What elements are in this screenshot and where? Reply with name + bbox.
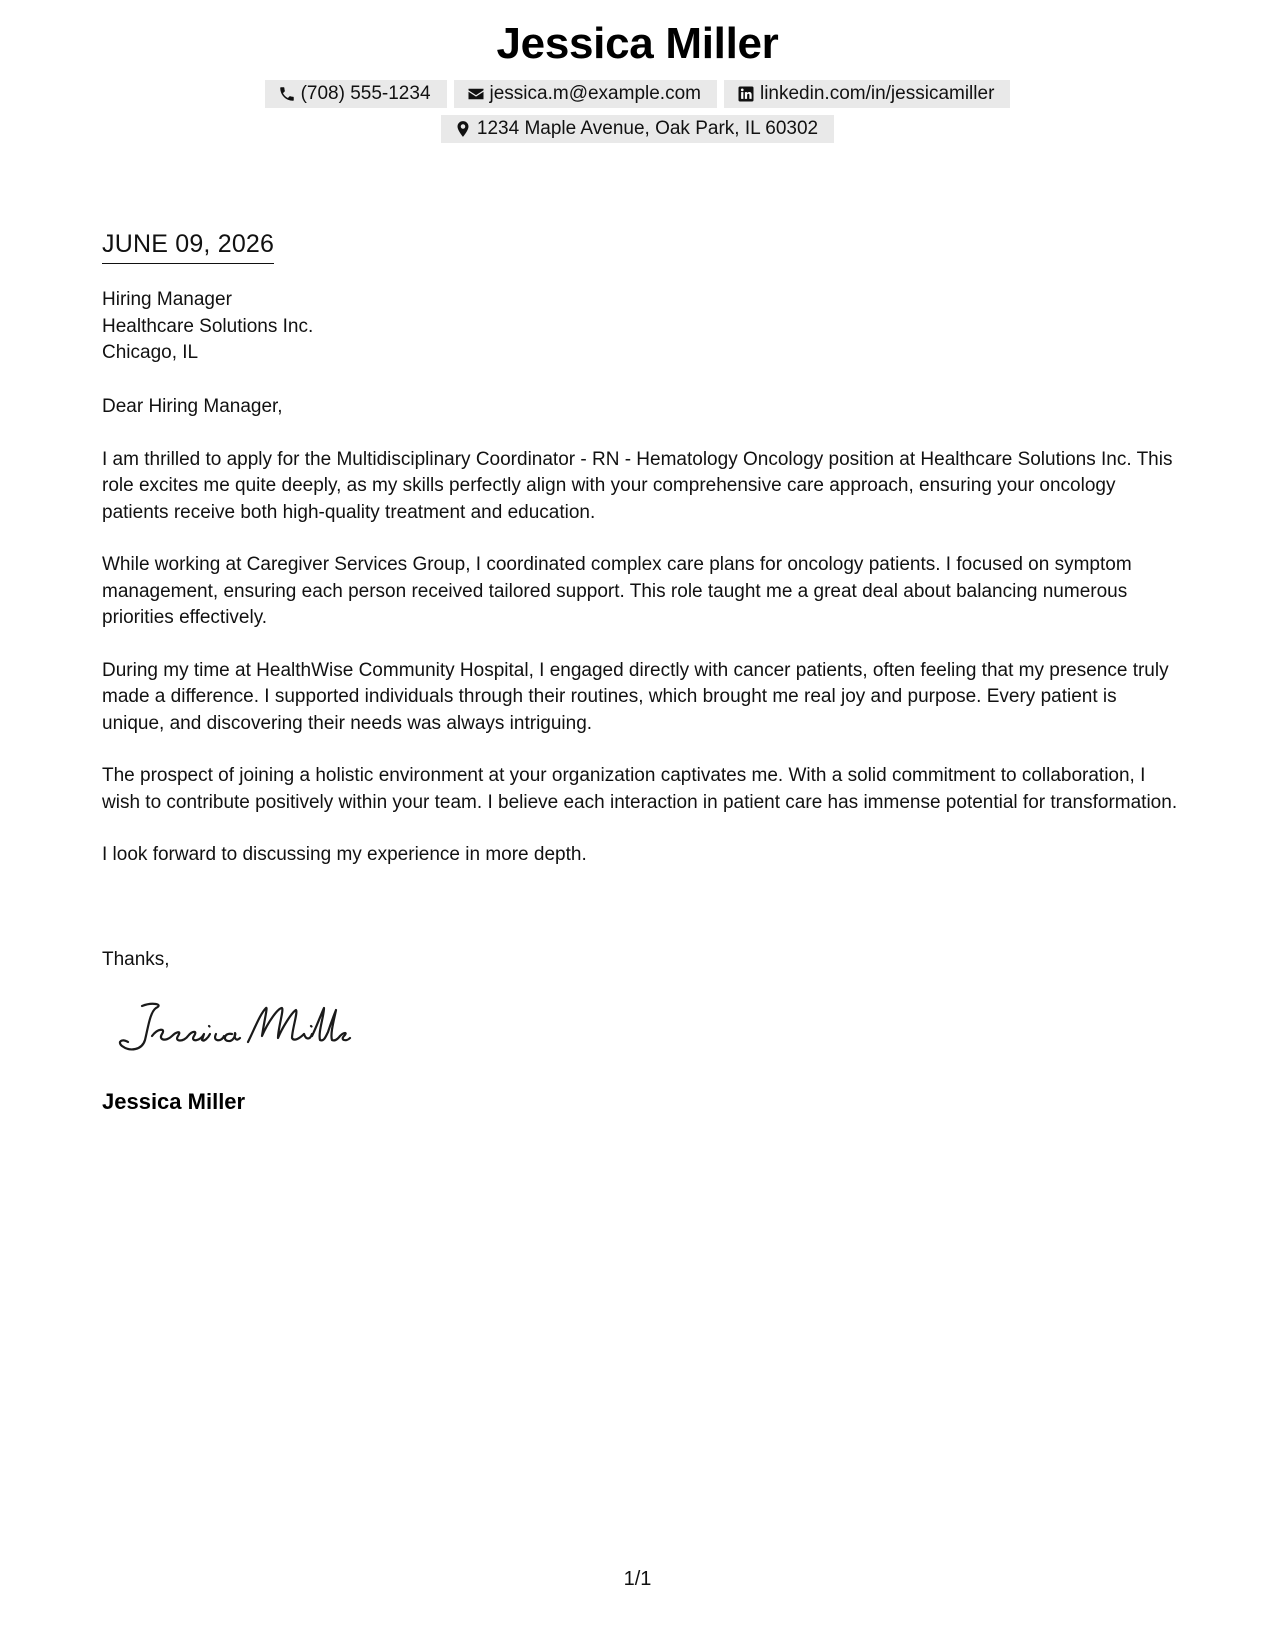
phone-chip bbox=[265, 80, 447, 108]
applicant-name-heading: Jessica Miller bbox=[496, 19, 779, 68]
page-number: 1/1 bbox=[623, 1568, 652, 1590]
recipient-company: Healthcare Solutions Inc. bbox=[102, 315, 314, 337]
address-chip bbox=[441, 115, 834, 143]
email-chip bbox=[454, 80, 717, 108]
body-paragraph: While working at Caregiver Services Group, I coordinated complex care plans for oncology patients. I focused on symptom management, ensuring each person received tailored support. This role taught me a great deal about balancing numerous priorities effectively. bbox=[102, 554, 1132, 628]
body-paragraph: The prospect of joining a holistic environment at your organization captivates me. With a solid commitment to collaboration, I wish to contribute positively within your team. I believe each interaction in patient care has immense potential for transformation. bbox=[102, 765, 1178, 813]
envelope-icon bbox=[467, 85, 485, 103]
email-text: jessica.m@example.com bbox=[489, 83, 701, 104]
letter-date: JUNE 09, 2026 bbox=[102, 228, 274, 264]
linkedin-text: linkedin.com/in/jessicamiller bbox=[759, 83, 995, 104]
contact-row-primary bbox=[0, 80, 1275, 108]
body-paragraph: I am thrilled to apply for the Multidisciplinary Coordinator - RN - Hematology Oncology position at Healthcare Solutions Inc. This role excites me quite deeply, as my skills perfectly align with your comprehensive care approach, ensuring your oncology patients receive both high-quality treatment and education. bbox=[102, 448, 1173, 523]
signer-name: Jessica Miller bbox=[102, 1089, 246, 1114]
letter-body bbox=[102, 394, 1182, 895]
handwritten-signature bbox=[112, 998, 352, 1058]
closing-line: Thanks, bbox=[102, 949, 170, 970]
linkedin-icon bbox=[737, 85, 755, 103]
address-text: 1234 Maple Avenue, Oak Park, IL 60302 bbox=[476, 118, 819, 139]
map-marker-icon bbox=[454, 120, 472, 138]
recipient-title: Hiring Manager bbox=[102, 289, 232, 310]
contact-row-secondary bbox=[0, 115, 1275, 143]
body-paragraph: I look forward to discussing my experience in more depth. bbox=[102, 844, 587, 865]
recipient-block bbox=[102, 287, 313, 367]
salutation: Dear Hiring Manager, bbox=[102, 396, 283, 417]
phone-icon bbox=[278, 85, 296, 103]
phone-text: (708) 555-1234 bbox=[300, 83, 431, 104]
body-paragraph: During my time at HealthWise Community Hospital, I engaged directly with cancer patients, often feeling that my presence truly made a difference. I supported individuals through their routines, which brought me real joy and purpose. Every patient is unique, and discovering their needs was always intriguing. bbox=[102, 659, 1169, 734]
recipient-location: Chicago, IL bbox=[102, 342, 199, 363]
linkedin-chip bbox=[724, 80, 1010, 108]
